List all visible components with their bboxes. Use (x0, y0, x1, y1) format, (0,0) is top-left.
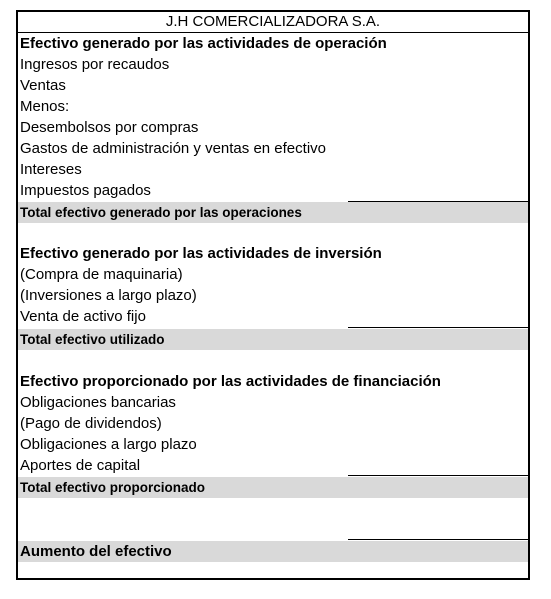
operating-item-ingresos: Ingresos por recaudos (20, 56, 170, 73)
company-title: J.H COMERCIALIZADORA S.A. (18, 12, 528, 33)
investing-item-inversiones: (Inversiones a largo plazo) (20, 287, 197, 304)
financing-item-aportes: Aportes de capital (20, 457, 141, 474)
operating-item-ventas: Ventas (20, 77, 66, 94)
investing-total-row: Total efectivo utilizado (18, 329, 528, 350)
investing-item-maquinaria: (Compra de maquinaria) (20, 266, 183, 283)
financing-item-dividendos: (Pago de dividendos) (20, 415, 162, 432)
investing-activities-heading: Efectivo generado por las actividades de inversión (20, 245, 382, 262)
operating-item-impuestos: Impuestos pagados (20, 182, 151, 199)
operating-total-row: Total efectivo generado por las operaciones (18, 202, 528, 223)
cash-increase-row: Aumento del efectivo (18, 541, 528, 562)
investing-sum-line (348, 327, 530, 328)
financing-activities-heading: Efectivo proporcionado por las actividades de financiación (20, 373, 441, 390)
cash-flow-statement (16, 10, 530, 580)
investing-item-venta-activo: Venta de activo fijo (20, 308, 146, 325)
financing-total-row: Total efectivo proporcionado (18, 477, 528, 498)
operating-item-intereses: Intereses (20, 161, 82, 178)
increase-sum-line (348, 539, 530, 540)
financing-sum-line (348, 475, 530, 476)
operating-item-gastos: Gastos de administración y ventas en efectivo (20, 140, 326, 157)
operating-item-desembolsos: Desembolsos por compras (20, 119, 199, 136)
financing-item-obligaciones-bancarias: Obligaciones bancarias (20, 394, 176, 411)
financing-item-largo-plazo: Obligaciones a largo plazo (20, 436, 197, 453)
operating-item-menos: Menos: (20, 98, 70, 115)
operating-activities-heading: Efectivo generado por las actividades de operación (20, 35, 387, 52)
